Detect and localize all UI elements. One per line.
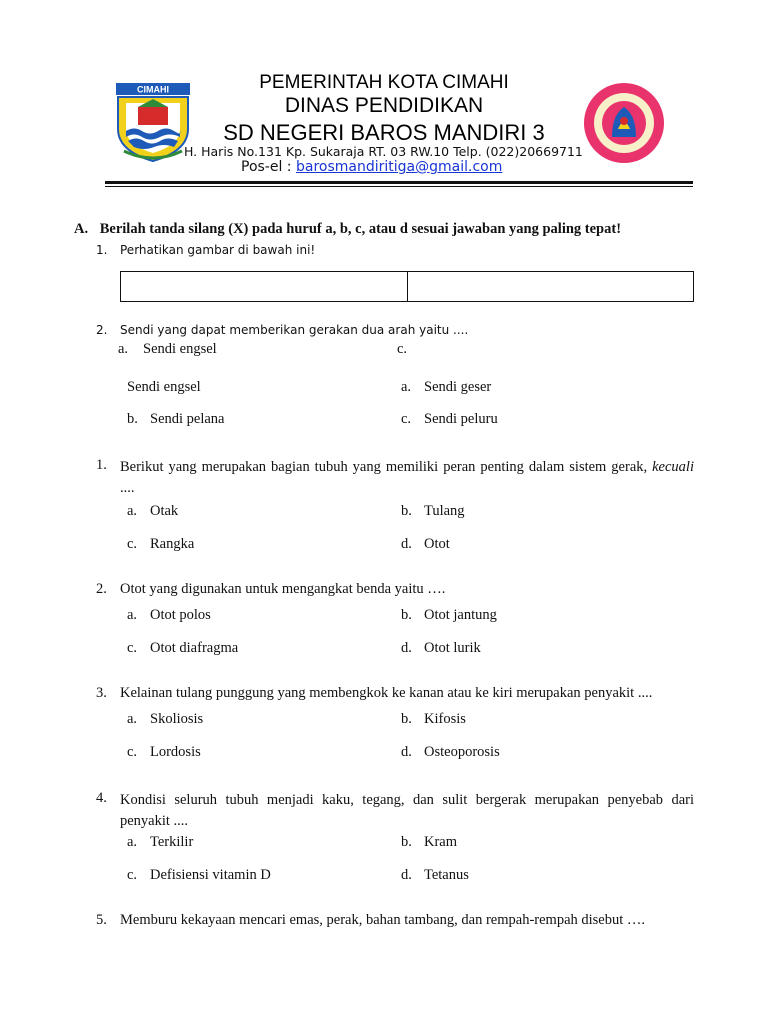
option-text: Otot lurik xyxy=(424,640,481,656)
option-label: a. xyxy=(127,607,138,623)
option-label: d. xyxy=(401,640,412,656)
option-text: Osteoporosis xyxy=(424,744,500,760)
email-line xyxy=(241,159,502,175)
option-label: a. xyxy=(401,379,412,395)
option-label: a. xyxy=(127,834,138,850)
image-table xyxy=(120,271,694,302)
question-number: 5. xyxy=(96,912,107,928)
option-text: Tetanus xyxy=(424,867,469,883)
intro-item-text: Sendi yang dapat memberikan gerakan dua arah yaitu .... xyxy=(120,323,469,337)
option-label: b. xyxy=(401,711,412,727)
svg-text:CIMAHI: CIMAHI xyxy=(137,84,169,95)
government-line: PEMERINTAH KOTA CIMAHI xyxy=(259,72,509,93)
intro-item-number: 1. xyxy=(96,243,108,257)
option-text: Sendi engsel xyxy=(127,379,201,395)
question-text: Kelainan tulang punggung yang membengkok ke kanan atau ke kiri merupakan penyakit .... xyxy=(120,685,653,701)
question-text: Memburu kekayaan mencari emas, perak, bahan tambang, dan rempah-rempah disebut …. xyxy=(120,912,646,928)
department-line: DINAS PENDIDIKAN xyxy=(284,94,484,117)
header-rule-thin xyxy=(105,186,693,187)
intro-item-number: 2. xyxy=(96,323,108,337)
section-instruction-text: Berilah tanda silang (X) pada huruf a, b, c, atau d sesuai jawaban yang paling tepat! xyxy=(99,221,622,237)
option-text: Otot jantung xyxy=(424,607,497,623)
option-text: Sendi engsel xyxy=(143,341,217,357)
question-text-italic: kecuali xyxy=(652,459,694,475)
section-label: A. xyxy=(74,221,89,237)
option-text: Otak xyxy=(150,503,179,519)
option-text: Rangka xyxy=(150,536,195,552)
image-cell xyxy=(121,272,408,301)
option-label: c. xyxy=(127,536,138,552)
option-label: b. xyxy=(401,834,412,850)
question-number: 4. xyxy=(96,790,107,806)
option-label: b. xyxy=(127,411,138,427)
option-text: Lordosis xyxy=(150,744,201,760)
question-number: 3. xyxy=(96,685,107,701)
email-label: Pos-el : xyxy=(241,159,296,175)
option-label: c. xyxy=(401,411,412,427)
email-link[interactable]: barosmandiritiga@gmail.com xyxy=(295,159,503,175)
option-text: Tulang xyxy=(424,503,465,519)
option-text: Defisiensi vitamin D xyxy=(150,867,271,883)
section-instruction xyxy=(74,221,621,238)
option-text: Sendi geser xyxy=(424,379,492,395)
header-rule-thick xyxy=(105,181,693,184)
school-address: H. Haris No.131 Kp. Sukaraja RT. 03 RW.10 Telp. (022)20669711 xyxy=(184,144,583,159)
option-text: Otot xyxy=(424,536,450,552)
question-text-tail: .... xyxy=(120,480,135,496)
option-text: Terkilir xyxy=(150,834,194,850)
question-number: 2. xyxy=(96,581,107,597)
option-label: c. xyxy=(127,744,138,760)
option-label: c. xyxy=(127,640,138,656)
option-label: d. xyxy=(401,536,412,552)
question-text xyxy=(120,457,694,499)
option-label: d. xyxy=(401,744,412,760)
option-text: Skoliosis xyxy=(150,711,204,727)
option-text: Otot polos xyxy=(150,607,211,623)
option-label: a. xyxy=(118,341,129,357)
option-text: Otot diafragma xyxy=(150,640,239,656)
option-text: Sendi peluru xyxy=(424,411,498,427)
question-text: Kondisi seluruh tubuh menjadi kaku, tegang, dan sulit bergerak merupakan penyebab dari penyakit .... xyxy=(120,792,694,829)
option-label: b. xyxy=(401,607,412,623)
option-label: c. xyxy=(127,867,138,883)
image-cell xyxy=(408,272,694,301)
question-number: 1. xyxy=(96,457,107,473)
option-text: Sendi pelana xyxy=(150,411,225,427)
option-text: Kram xyxy=(424,834,458,850)
intro-item-text: Perhatikan gambar di bawah ini! xyxy=(120,243,316,257)
option-label: c. xyxy=(397,341,408,357)
option-label: b. xyxy=(401,503,412,519)
option-label: d. xyxy=(401,867,412,883)
question-text-main: Berikut yang merupakan bagian tubuh yang memiliki peran penting dalam sistem gerak, xyxy=(120,459,648,475)
option-label: a. xyxy=(127,711,138,727)
option-text: Kifosis xyxy=(424,711,466,727)
question-text: Otot yang digunakan untuk mengangkat benda yaitu …. xyxy=(120,581,446,597)
option-label: a. xyxy=(127,503,138,519)
school-name: SD NEGERI BAROS MANDIRI 3 xyxy=(223,120,545,145)
